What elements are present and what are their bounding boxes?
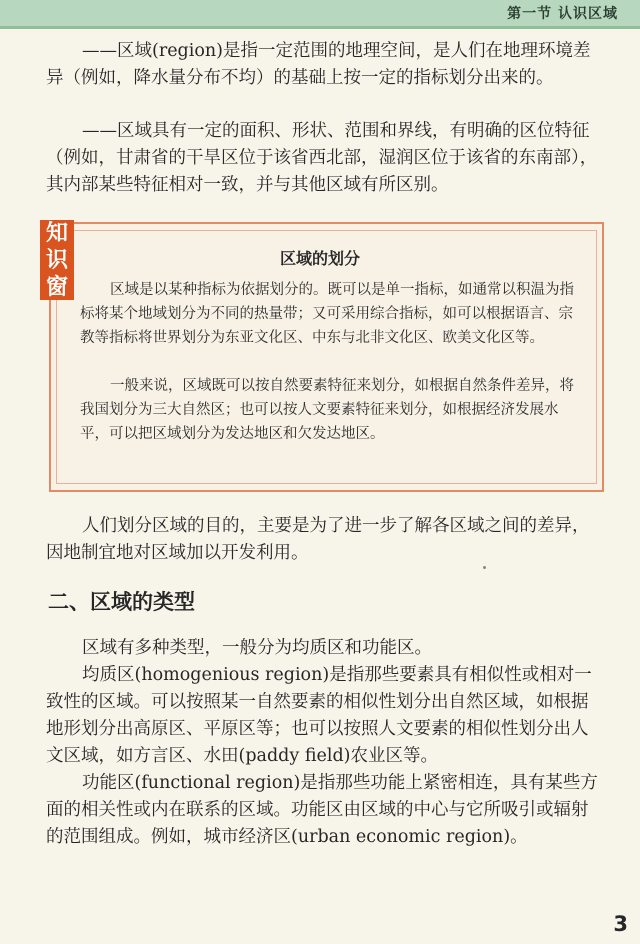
label-char-2: 识 bbox=[45, 248, 68, 273]
purpose-paragraph: 人们划分区域的目的，主要是为了进一步了解各区域之间的差异，因地制宜地对区域加以开发利用。 bbox=[46, 516, 590, 563]
section-paragraph-2: 均质区(homogenious region)是指那些要素具有相似性或相对一致性的区域。可以按照某一自然要素的相似性划分出自然区域，如根据地形划分出高原区、平原区等；也可以按照人文要素的相似性划分出人文区域，如方言区、水田(paddy field)农业区等。 bbox=[46, 665, 592, 766]
knowledge-box-paragraph-2: 一般来说，区域既可以按自然要素特征来划分，如根据自然条件差异，将我国划分为三大自然区；也可以按人文要素特征来划分，如根据经济发展水平，可以把区域划分为发达地区和欠发达地区。 bbox=[80, 378, 574, 442]
section-paragraph-3: 功能区(functional region)是指那些功能上紧密相连，具有某些方面的相关性或内在联系的区域。功能区由区域的中心与它所吸引或辐射的范围组成。例如，城市经济区(urban economic region)。 bbox=[46, 773, 598, 847]
label-char-1: 知 bbox=[45, 221, 68, 246]
print-speck bbox=[483, 566, 486, 569]
page-number: 3 bbox=[613, 912, 628, 936]
section-paragraph-1: 区域有多种类型，一般分为均质区和功能区。 bbox=[82, 638, 432, 658]
header-band bbox=[0, 0, 640, 26]
label-char-3: 窗 bbox=[45, 275, 68, 300]
knowledge-box-title: 区域的划分 bbox=[279, 249, 360, 268]
section-header-title: 第一节 认识区域 bbox=[507, 6, 618, 22]
header-stripe bbox=[0, 26, 640, 29]
knowledge-box-paragraph-1: 区域是以某种指标为依据划分的。既可以是单一指标，如通常以积温为指标将某个地域划分为不同的热量带；又可采用综合指标，如可以根据语言、宗教等指标将世界划分为东亚文化区、中东与北非文化区、欧美文化区等。 bbox=[80, 282, 574, 346]
section-heading: 二、区域的类型 bbox=[48, 590, 195, 614]
intro-paragraph-2: ——区域具有一定的面积、形状、范围和界线，有明确的区位特征（例如，甘肃省的干旱区位于该省西北部，湿润区位于该省的东南部），其内部某些特征相对一致，并与其他区域有所区别。 bbox=[46, 121, 598, 195]
intro-paragraph-1: ——区域(region)是指一定范围的地理空间，是人们在地理环境差异（例如，降水量分布不均）的基础上按一定的指标划分出来的。 bbox=[46, 41, 591, 88]
